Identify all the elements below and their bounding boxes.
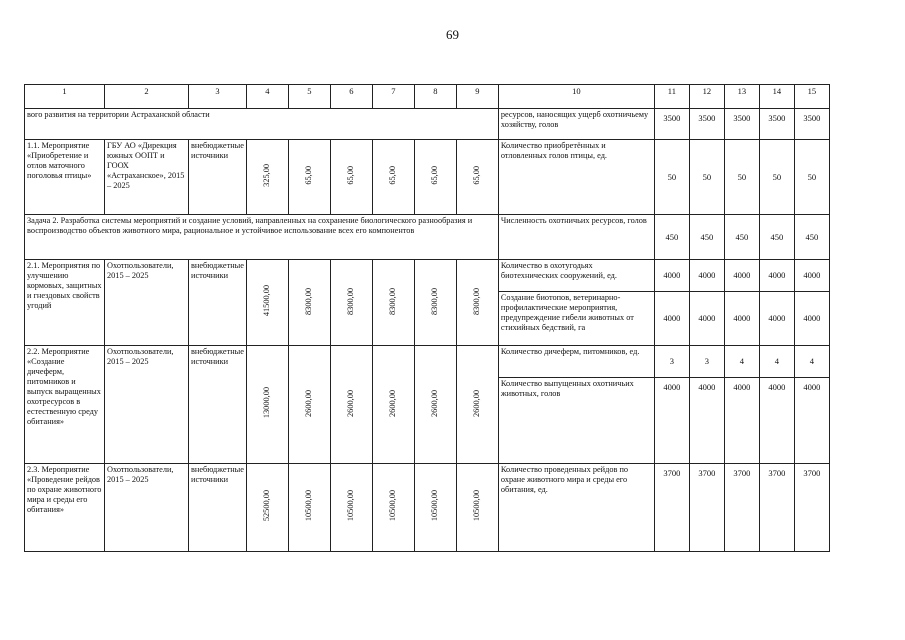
value-cell: 3 [689,346,724,378]
finance-cell [330,260,372,346]
finance-value: 2600,00 [430,389,440,417]
value-cell: 4000 [759,378,794,464]
finance-cell [414,464,456,552]
finance-cell [414,346,456,464]
source-cell: внебюджетные источники [189,464,247,552]
finance-cell [246,140,288,215]
source-cell: внебюджетные источники [189,260,247,346]
finance-cell [372,464,414,552]
finance-cell [456,346,498,464]
indicator-cell: ресурсов, наносящих ущерб охотничьему хозяйству, голов [498,109,654,140]
indicator-cell: Количество проведенных рейдов по охране животного мира и среды его обитания, ед. [498,464,654,552]
finance-value: 41500,00 [262,285,272,317]
value-cell: 4000 [759,292,794,346]
finance-cell [288,464,330,552]
measure-name: 2.2. Мероприятие «Создание дичеферм, питомников и выпуск выращенных охотресурсов в естественную среду обитания» [25,346,105,464]
value-cell: 4000 [689,292,724,346]
finance-cell [246,346,288,464]
value-cell: 3500 [794,109,829,140]
source-cell: внебюджетные источники [189,346,247,464]
value-cell: 4000 [654,260,689,292]
table-row [25,464,830,552]
value-cell: 4000 [794,292,829,346]
executor-cell: ГБУ АО «Дирекция южных ООПТ и ГООХ «Астраханское», 2015 – 2025 [105,140,189,215]
table-row [25,215,830,260]
finance-cell [330,464,372,552]
value-cell: 450 [724,215,759,260]
value-cell: 50 [759,140,794,215]
finance-value: 65,00 [388,166,398,185]
indicator-cell: Количество выпущенных охотничьих животных, голов [498,378,654,464]
header-cell: 8 [414,85,456,109]
value-cell: 450 [654,215,689,260]
finance-cell [330,140,372,215]
finance-cell [330,346,372,464]
value-cell: 3 [654,346,689,378]
finance-value: 8300,00 [472,287,482,315]
value-cell: 3700 [759,464,794,552]
header-cell: 5 [288,85,330,109]
value-cell: 450 [689,215,724,260]
table-row [25,109,830,140]
value-cell: 3500 [689,109,724,140]
executor-cell: Охотпользователи, 2015 – 2025 [105,346,189,464]
table-row [25,140,830,215]
finance-value: 8300,00 [388,287,398,315]
value-cell: 3700 [794,464,829,552]
header-cell: 1 [25,85,105,109]
finance-cell [372,260,414,346]
executor-cell: Охотпользователи, 2015 – 2025 [105,260,189,346]
finance-value: 10500,00 [304,490,314,522]
value-cell: 3700 [724,464,759,552]
value-cell: 3500 [759,109,794,140]
value-cell: 450 [759,215,794,260]
value-cell: 3500 [654,109,689,140]
value-cell: 4000 [724,260,759,292]
header-cell: 3 [189,85,247,109]
header-cell: 7 [372,85,414,109]
value-cell: 4 [724,346,759,378]
finance-value: 10500,00 [346,490,356,522]
value-cell: 4000 [689,378,724,464]
finance-value: 10500,00 [388,490,398,522]
header-row [25,85,830,109]
table-row [25,346,830,378]
finance-cell [414,260,456,346]
finance-value: 2600,00 [346,389,356,417]
finance-cell [246,260,288,346]
header-cell: 15 [794,85,829,109]
value-cell: 4 [759,346,794,378]
header-cell: 13 [724,85,759,109]
value-cell: 4000 [654,378,689,464]
measure-name: 2.1. Мероприятия по улучшению кормовых, защитных и гнездовых свойств угодий [25,260,105,346]
value-cell: 3500 [724,109,759,140]
finance-cell [414,140,456,215]
value-cell: 50 [654,140,689,215]
value-cell: 4000 [724,292,759,346]
finance-cell [288,346,330,464]
header-cell: 12 [689,85,724,109]
value-cell: 4000 [724,378,759,464]
finance-cell [456,140,498,215]
finance-value: 52500,00 [262,490,272,522]
finance-value: 8300,00 [346,287,356,315]
finance-value: 8300,00 [430,287,440,315]
finance-cell [288,260,330,346]
finance-cell [372,140,414,215]
header-cell: 6 [330,85,372,109]
value-cell: 50 [794,140,829,215]
header-cell: 10 [498,85,654,109]
finance-value: 65,00 [346,166,356,185]
value-cell: 50 [689,140,724,215]
finance-value: 325,00 [262,164,272,187]
indicator-cell: Количество дичеферм, питомников, ед. [498,346,654,378]
finance-cell [246,464,288,552]
finance-cell [372,346,414,464]
indicator-cell: Численность охотничьих ресурсов, голов [498,215,654,260]
value-cell: 4000 [654,292,689,346]
value-cell: 4 [794,346,829,378]
program-table [24,84,830,552]
finance-cell [288,140,330,215]
finance-value: 65,00 [304,166,314,185]
value-cell: 4000 [794,378,829,464]
finance-value: 13000,00 [262,387,272,419]
value-cell: 4000 [689,260,724,292]
indicator-cell: Количество приобретённых и отловленных голов птицы, ед. [498,140,654,215]
value-cell: 3700 [654,464,689,552]
finance-value: 65,00 [472,166,482,185]
header-cell: 9 [456,85,498,109]
finance-value: 2600,00 [304,389,314,417]
value-cell: 4000 [759,260,794,292]
measure-name: 1.1. Мероприятие «Приобретение и отлов маточного поголовья птицы» [25,140,105,215]
finance-value: 65,00 [430,166,440,185]
finance-value: 10500,00 [430,490,440,522]
task-heading: Задача 2. Разработка системы мероприятий и создание условий, направленных на сохранение биологического разнообразия и воспроизводство объектов животного мира, рациональное и устойчивое использование всех его компонентов [25,215,499,260]
indicator-cell: Создание биотопов, ветеринарно-профилактические мероприятия, предупреждение гибели животных от стихийных бедствий, га [498,292,654,346]
source-cell: внебюджетные источники [189,140,247,215]
finance-value: 10500,00 [472,490,482,522]
section-text: вого развития на территории Астраханской области [25,109,499,140]
value-cell: 450 [794,215,829,260]
value-cell: 4000 [794,260,829,292]
header-cell: 4 [246,85,288,109]
measure-name: 2.3. Мероприятие «Проведение рейдов по охране животного мира и среды его обитания» [25,464,105,552]
header-cell: 14 [759,85,794,109]
executor-cell: Охотпользователи, 2015 – 2025 [105,464,189,552]
value-cell: 50 [724,140,759,215]
finance-value: 8300,00 [304,287,314,315]
finance-value: 2600,00 [388,389,398,417]
page-number: 69 [446,27,459,42]
indicator-cell: Количество в охотугодьях биотехнических сооружений, ед. [498,260,654,292]
header-cell: 11 [654,85,689,109]
table-row [25,260,830,292]
finance-value: 2600,00 [472,389,482,417]
header-cell: 2 [105,85,189,109]
value-cell: 3700 [689,464,724,552]
finance-cell [456,464,498,552]
finance-cell [456,260,498,346]
